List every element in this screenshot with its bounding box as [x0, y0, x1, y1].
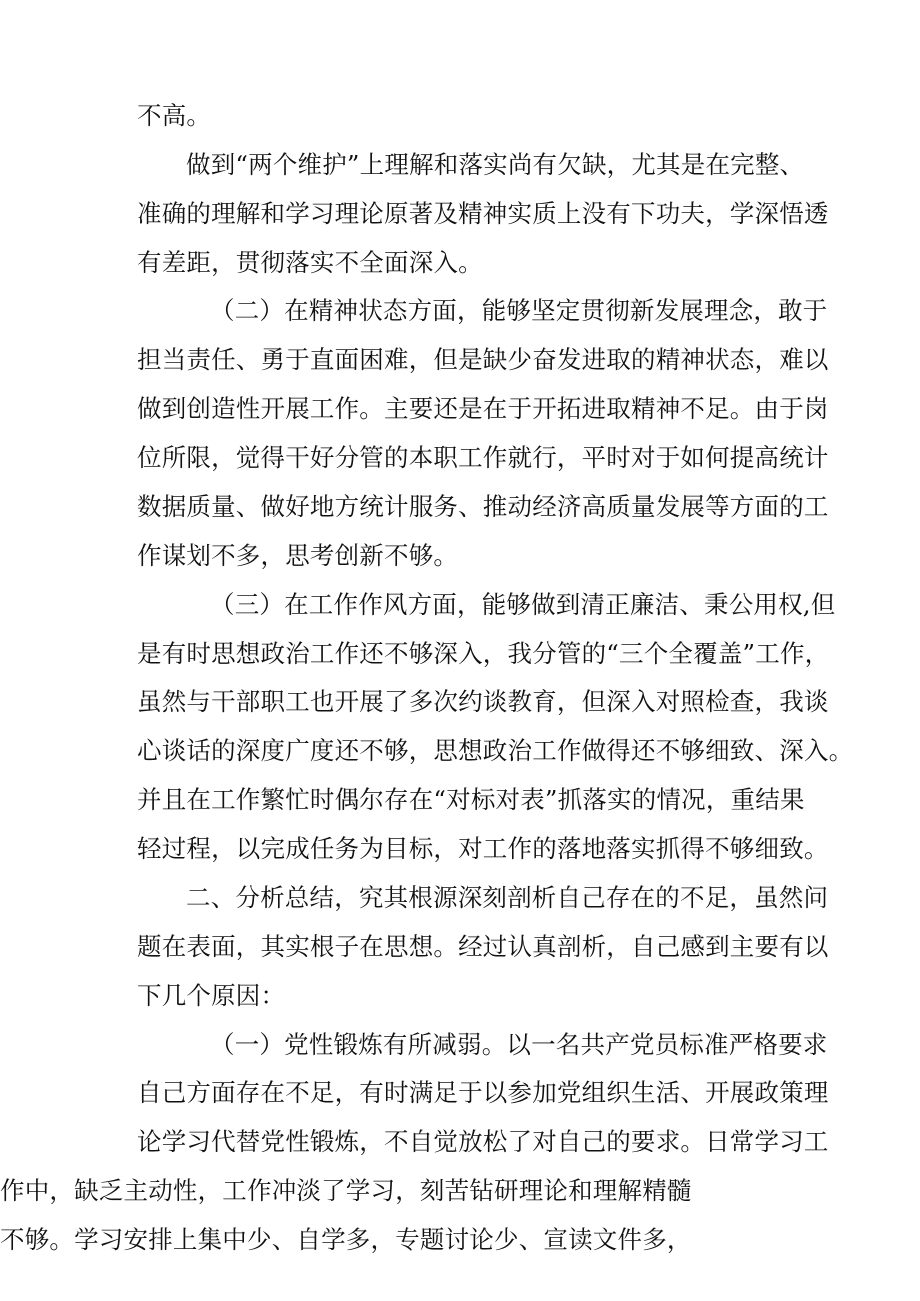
text-line: 轻过程，以完成任务为目标，对工作的落地落实抓得不够细致。 [137, 834, 829, 863]
text-line: 题在表面，其实根子在思想。经过认真剖析，自己感到主要有以 [137, 932, 829, 961]
text-line: 作中，缺乏主动性，工作冲淡了学习，刻苦钻研理论和理解精髓 [0, 1176, 692, 1205]
text-line: 下几个原因： [137, 981, 286, 1010]
text-line: （二）在精神状态方面，能够坚定贯彻新发展理念，敢于 [210, 296, 828, 325]
text-line: 自己方面存在不足，有时满足于以参加党组织生活、开展政策理 [137, 1078, 829, 1107]
text-line: 不够。学习安排上集中少、自学多，专题讨论少、宣读文件多， [0, 1225, 692, 1254]
text-line: 做到创造性开展工作。主要还是在于开拓进取精神不足。由于岗 [137, 394, 829, 423]
text-line: 做到“两个维护”上理解和落实尚有欠缺，尤其是在完整、 [186, 150, 805, 179]
text-line: 心谈话的深度广度还不够，思想政治工作做得还不够细致、深入。 [137, 736, 854, 765]
text-line: （三）在工作作风方面，能够做到清正廉洁、秉公用权,但 [210, 590, 836, 619]
text-line: 担当责任、勇于直面困难，但是缺少奋发进取的精神状态，难以 [137, 345, 829, 374]
text-line: 位所限，觉得干好分管的本职工作就行，平时对于如何提高统计 [137, 443, 829, 472]
text-line: 是有时思想政治工作还不够深入，我分管的“三个全覆盖”工作， [137, 639, 830, 668]
text-line: 论学习代替党性锻炼，不自觉放松了对自己的要求。日常学习工 [137, 1127, 829, 1156]
text-line: 准确的理解和学习理论原著及精神实质上没有下功夫，学深悟透 [137, 199, 829, 228]
text-line: （一）党性锻炼有所减弱。以一名共产党员标准严格要求 [210, 1030, 828, 1059]
text-line: 有差距，贯彻落实不全面深入。 [137, 248, 483, 277]
text-line: 数据质量、做好地方统计服务、推动经济高质量发展等方面的工 [137, 492, 829, 521]
text-line: 作谋划不多，思考创新不够。 [137, 541, 459, 570]
text-line: 二、分析总结，究其根源深刻剖析自己存在的不足，虽然问 [186, 883, 829, 912]
text-line: 不高。 [137, 101, 212, 130]
text-line: 虽然与干部职工也开展了多次约谈教育，但深入对照检查，我谈 [137, 687, 829, 716]
text-line: 并且在工作繁忙时偶尔存在“对标对表”抓落实的情况，重结果 [137, 785, 805, 814]
